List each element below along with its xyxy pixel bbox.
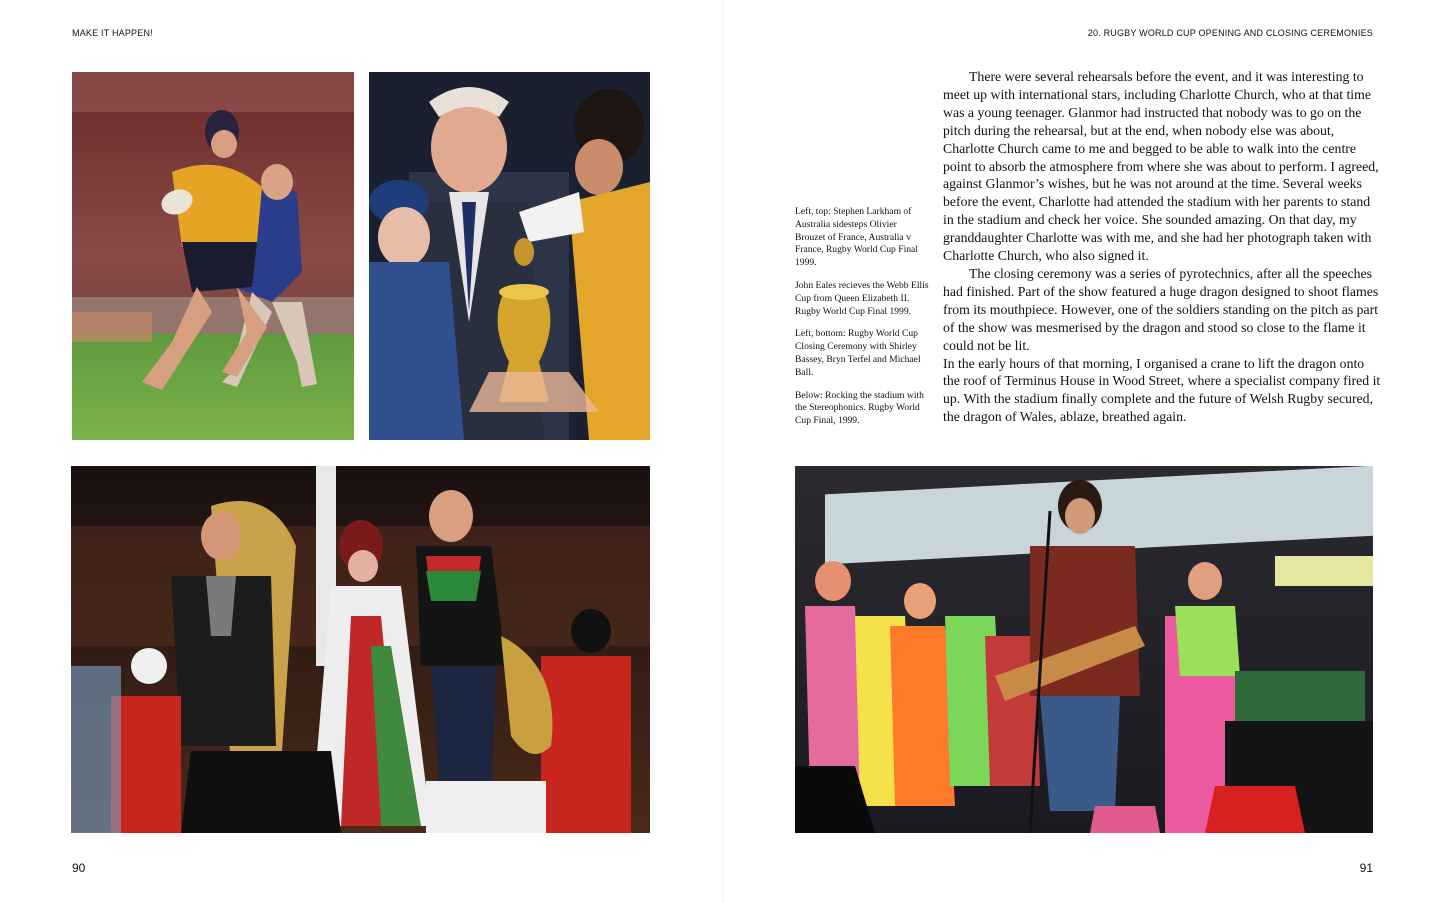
caption-cup-presentation: John Eales recieves the Webb Ellis Cup from Queen Elizabeth II. Rugby World Cup Final 1999.	[795, 279, 929, 317]
left-page	[0, 0, 722, 903]
caption-stereophonics: Below: Rocking the stadium with the Stereophonics. Rugby World Cup Final, 1999.	[795, 389, 924, 427]
closing-ceremony-photo	[71, 466, 650, 833]
running-head-right: 20. RUGBY WORLD CUP OPENING AND CLOSING CEREMONIES	[1087, 28, 1373, 38]
caption-rugby-tackle: Left, top: Stephen Larkham of Australia sidesteps Olivier Brouzet of France, Australia v France, Rugby World Cup Final 1999.	[795, 206, 918, 269]
page-number-right: 91	[1359, 861, 1373, 875]
paragraph: In the early hours of that morning, I organised a crane to lift the dragon onto the roof of Terminus House in Wood Street, where a specialist company fired it up. With the stadium finally complete and the future of Welsh Rugby secured, the dragon of Wales, ablaze, breathed again.	[943, 355, 1381, 425]
cup-presentation-photo	[369, 72, 650, 440]
body-text	[943, 68, 1383, 426]
page-number-left: 90	[72, 861, 86, 875]
right-page	[723, 0, 1445, 903]
paragraph: There were several rehearsals before the event, and it was interesting to meet up with international stars, including Charlotte Church, who at that time was a young teenager. Glanmor had instructed that nobody was to go on the pitch during the rehearsal, but at the end, when nobody else was about, Charlotte Church came to me and begged to be able to walk into the centre point to absorb the atmosphere from where she was about to perform. I agreed, against Glanmor’s wishes, but he was not around at the time. Several weeks before the event, Charlotte had attended the stadium with her parents to stand in the stadium and check her voice. She sounded amazing. On that day, my granddaughter Charlotte was with me, and she had her photograph taken with Charlotte Church, who also signed it.	[943, 69, 1379, 264]
rugby-tackle-photo	[72, 72, 354, 440]
paragraph: The closing ceremony was a series of pyrotechnics, after all the speeches had finished. Part of the show featured a huge dragon designed to shoot flames from its mouthpiece. However, one of the soldiers standing on the pitch as part of the show was mesmerised by the dragon and stood so close to the flame it could not be lit.	[943, 265, 1379, 353]
photo-captions	[795, 206, 929, 438]
running-head-left: MAKE IT HAPPEN!	[72, 28, 153, 38]
stereophonics-concert-photo	[795, 466, 1373, 833]
caption-closing-ceremony: Left, bottom: Rugby World Cup Closing Ceremony with Shirley Bassey, Bryn Terfel and Michael Ball.	[795, 328, 921, 378]
